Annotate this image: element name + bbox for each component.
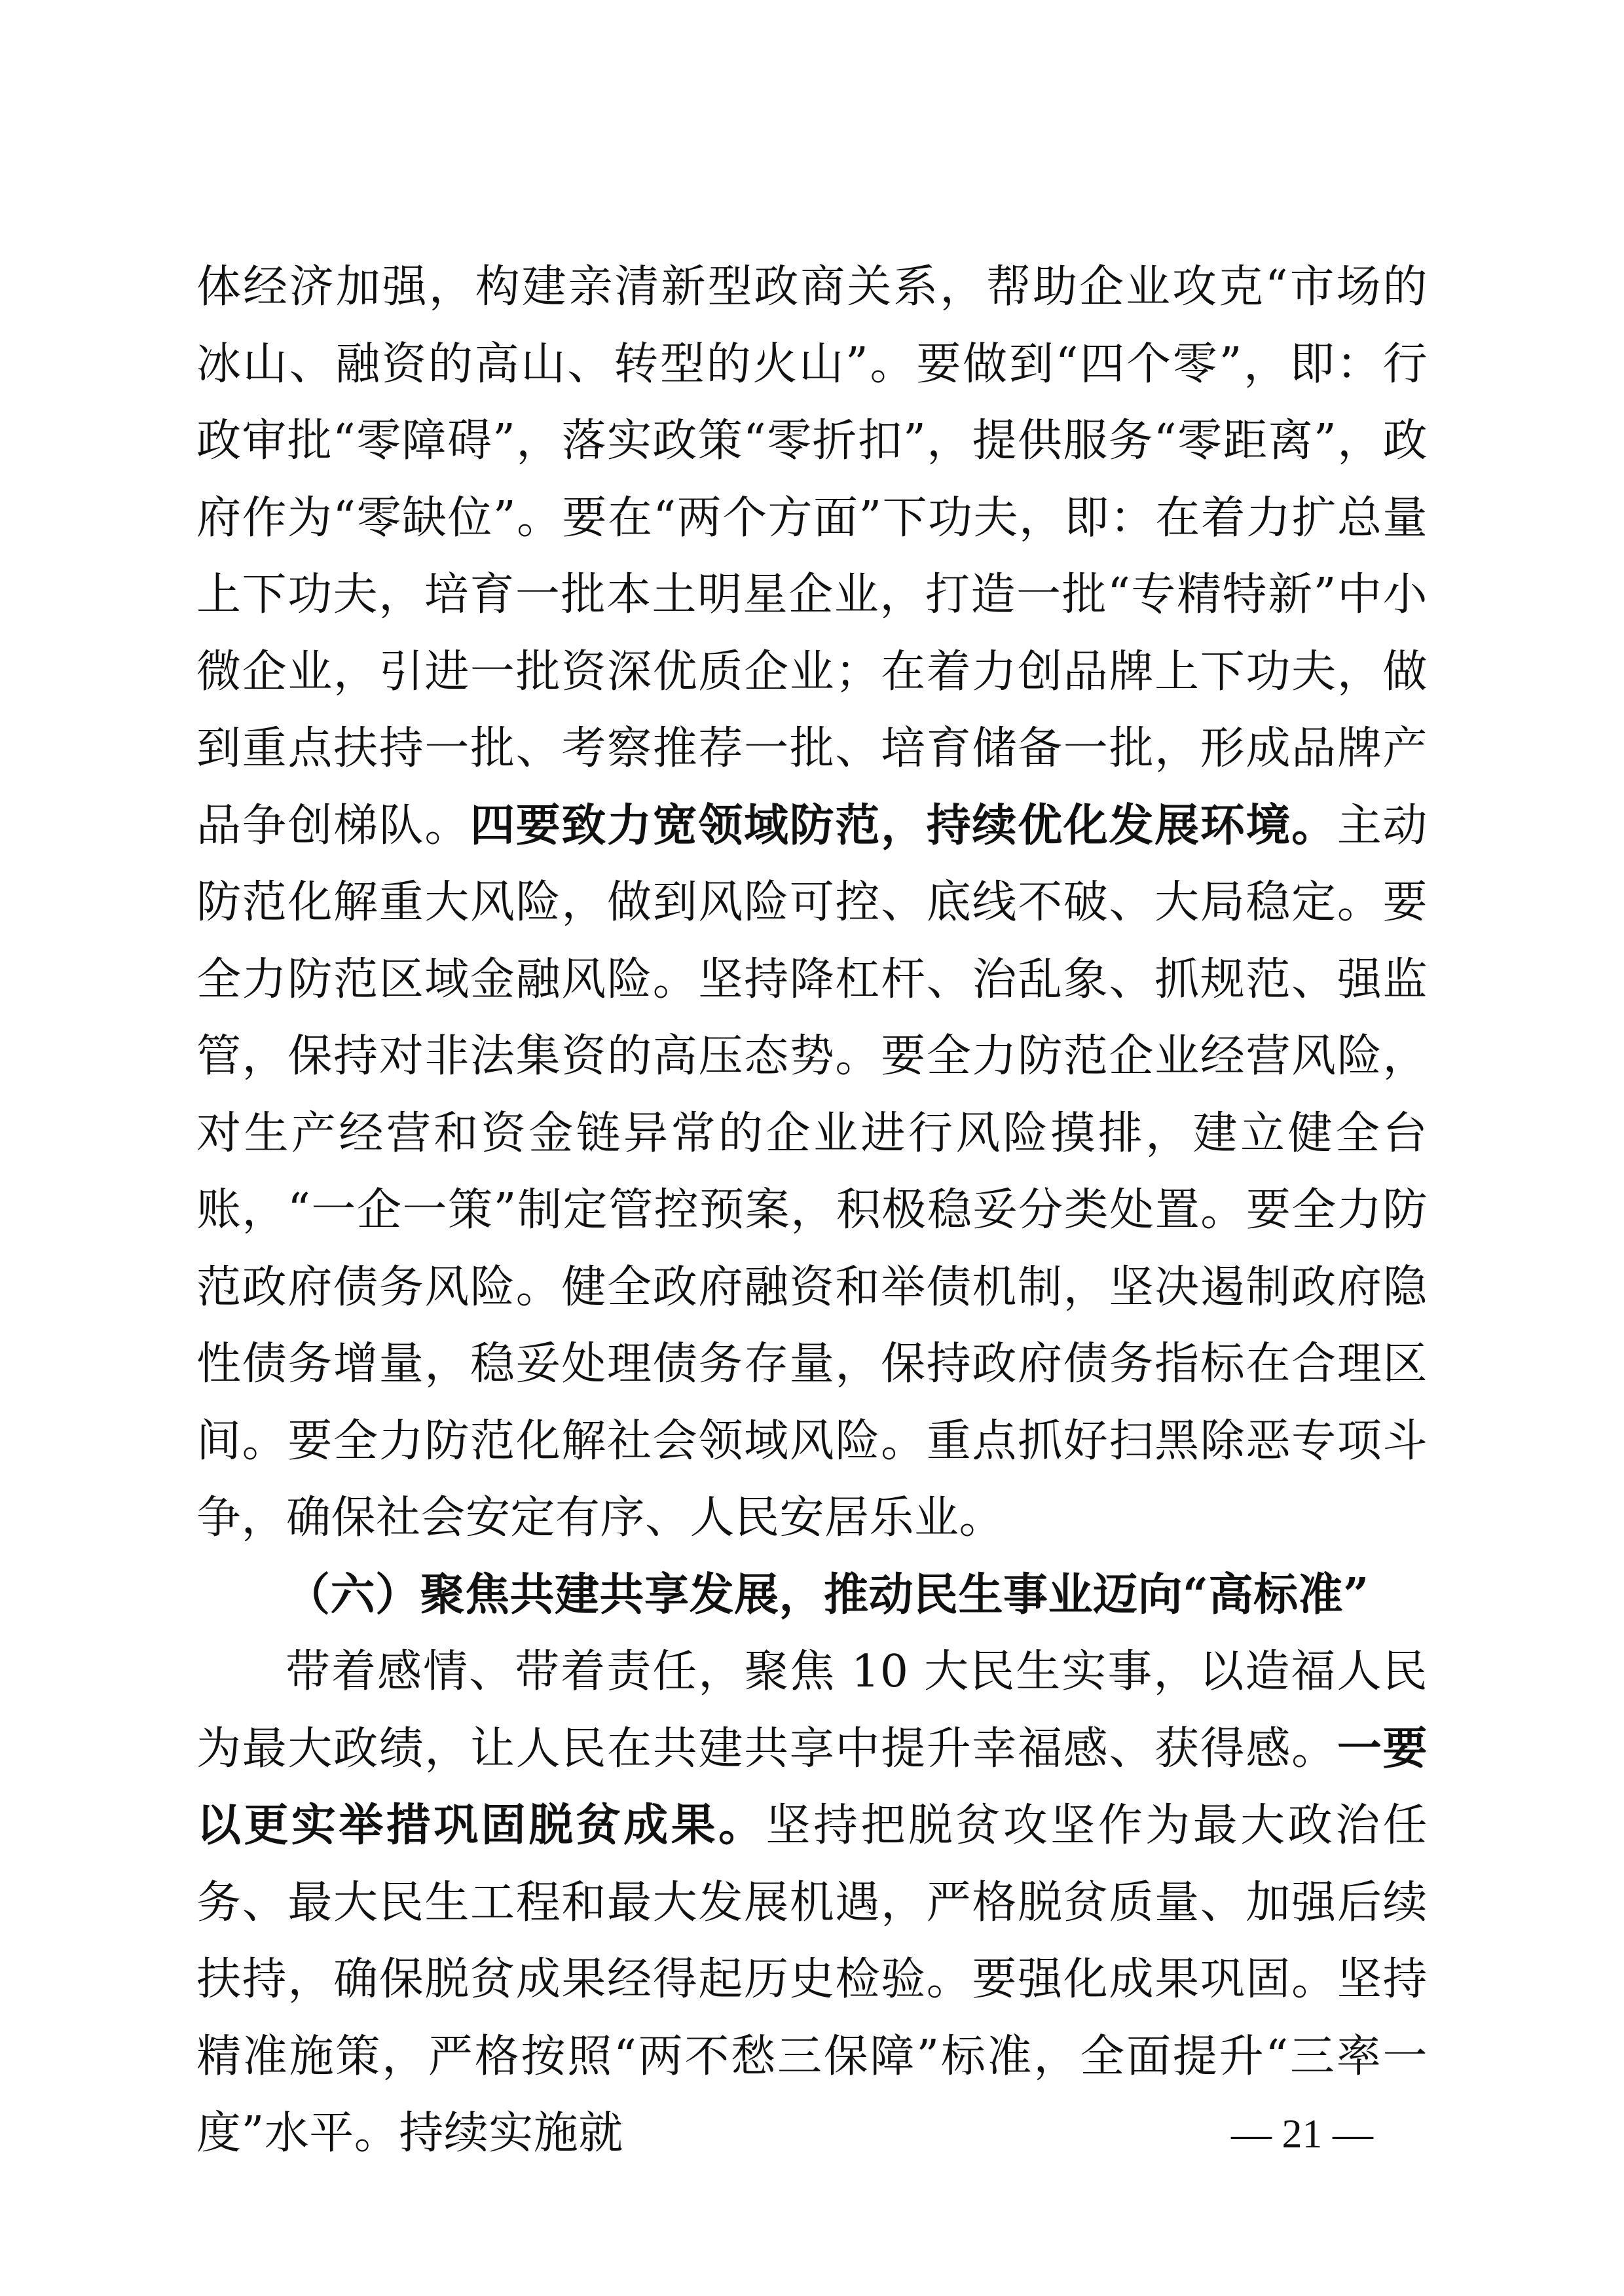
paragraph (196, 1633, 1428, 2172)
bold-subheading: 一要以更实举措巩固脱贫成果。 (196, 1722, 1428, 1851)
section-heading: （六）聚焦共建共享发展，推动民生事业迈向“高标准” (286, 1568, 1369, 1621)
paragraph-text: 体经济加强，构建亲清新型政商关系，帮助企业攻克“市场的冰山、融资的高山、转型的火山”。要做到“四个零”，即：行政审批“零障碍”，落实政策“零折扣”，提供服务“零距离”，政府作为“零缺位”。要在“两个方面”下功夫，即：在着力扩总量上下功夫，培育一批本土明星企业，打造一批“专精特新”中小微企业，引进一批资深优质企业；在着力创品牌上下功夫，做到重点扶持一批、考察推荐一批、培育储备一批，形成品牌产品争创梯队。 (196, 261, 1428, 852)
paragraph-text: 带着感情、带着责任，聚焦 10 大民生实事，以造福人民为最大政绩，让人民在共建共享中提升幸福感、获得感。 (196, 1646, 1428, 1775)
paragraph-text: 坚持把脱贫攻坚作为最大政治任务、最大民生工程和最大发展机遇，严格脱贫质量、加强后续扶持，确保脱贫成果经得起历史检验。要强化成果巩固。坚持精准施策，严格按照“两不愁三保障”标准，全面提升“三率一度”水平。持续实施就 (196, 1800, 1428, 2159)
paragraph-continued (196, 249, 1428, 1557)
body-text (196, 249, 1428, 2172)
bold-subheading: 四要致力宽领域防范，持续优化发展环境。 (470, 799, 1337, 852)
paragraph-text: 主动防范化解重大风险，做到风险可控、底线不破、大局稳定。要全力防范区域金融风险。坚持降杠杆、治乱象、抓规范、强监管，保持对非法集资的高压态势。要全力防范企业经营风险，对生产经营和资金链异常的企业进行风险摸排，建立健全台账，“一企一策”制定管控预案，积极稳妥分类处置。要全力防范政府债务风险。健全政府融资和举债机制，坚决遏制政府隐性债务增量，稳妥处理债务存量，保持政府债务指标在合理区间。要全力防范化解社会领域风险。重点抓好扫黑除恶专项斗争，确保社会安定有序、人民安居乐业。 (196, 799, 1428, 1544)
page-number: — 21 — (1231, 2112, 1373, 2157)
